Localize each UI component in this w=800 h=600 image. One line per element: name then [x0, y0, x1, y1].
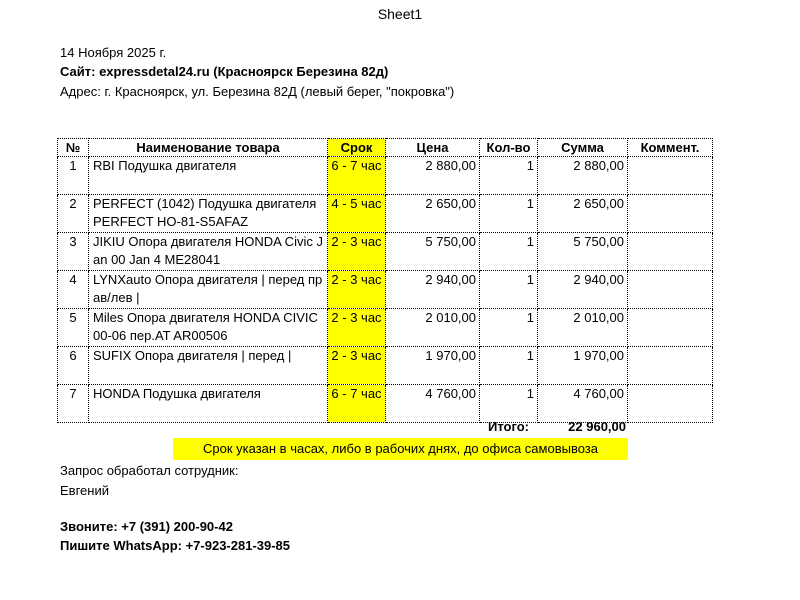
row-comment [628, 309, 713, 347]
row-comment [628, 347, 713, 385]
row-num: 7 [58, 385, 89, 423]
row-qty: 1 [480, 195, 538, 233]
row-qty: 1 [480, 233, 538, 271]
row-name: SUFIX Опора двигателя | перед | [89, 347, 328, 385]
row-num: 4 [58, 271, 89, 309]
row-term: 6 - 7 час [328, 385, 386, 423]
column-header-name: Наименование товара [89, 139, 328, 157]
row-comment [628, 157, 713, 195]
row-name: PERFECT (1042) Подушка двигателя PERFECT HO-81-S5AFAZ [89, 195, 328, 233]
row-sum: 2 940,00 [538, 271, 628, 309]
column-header-price: Цена [386, 139, 480, 157]
table-header-row [58, 139, 713, 157]
row-num: 6 [58, 347, 89, 385]
column-header-comment: Коммент. [628, 139, 713, 157]
row-qty: 1 [480, 157, 538, 195]
row-sum: 2 010,00 [538, 309, 628, 347]
table-row [58, 271, 713, 309]
row-sum: 4 760,00 [538, 385, 628, 423]
row-term: 2 - 3 час [328, 309, 386, 347]
table-row [58, 233, 713, 271]
row-name: RBI Подушка двигателя [89, 157, 328, 195]
row-sum: 2 650,00 [538, 195, 628, 233]
quote-table [57, 138, 713, 423]
row-term: 2 - 3 час [328, 347, 386, 385]
row-name: Miles Опора двигателя HONDA CIVIC 00-06 пер.AT AR00506 [89, 309, 328, 347]
row-sum: 2 880,00 [538, 157, 628, 195]
row-name: JIKIU Опора двигателя HONDA Civic Jan 00 Jan 4 ME28041 [89, 233, 328, 271]
phone-line: Звоните: +7 (391) 200-90-42 [60, 519, 233, 534]
row-comment [628, 385, 713, 423]
sheet-title: Sheet1 [377, 6, 423, 22]
table-row [58, 195, 713, 233]
column-header-sum: Сумма [538, 139, 628, 157]
delivery-note: Срок указан в часах, либо в рабочих днях, до офиса самовывоза [173, 438, 628, 460]
site-line: Сайт: expressdetal24.ru (Красноярск Березина 82д) [60, 64, 389, 79]
row-name: HONDA Подушка двигателя [89, 385, 328, 423]
row-qty: 1 [480, 385, 538, 423]
whatsapp-line: Пишите WhatsApp: +7-923-281-39-85 [60, 538, 291, 553]
row-price: 5 750,00 [386, 233, 480, 271]
table-row [58, 347, 713, 385]
document-date: 14 Ноября 2025 г. [60, 45, 167, 60]
row-price: 2 650,00 [386, 195, 480, 233]
row-price: 4 760,00 [386, 385, 480, 423]
table-row [58, 385, 713, 423]
address-line: Адрес: г. Красноярск, ул. Березина 82Д (левый берег, "покровка") [60, 84, 455, 99]
processed-by-label: Запрос обработал сотрудник: [60, 463, 239, 478]
row-qty: 1 [480, 347, 538, 385]
employee-name: Евгений [60, 483, 109, 498]
row-comment [628, 233, 713, 271]
total-label: Итого: [488, 419, 529, 434]
row-sum: 1 970,00 [538, 347, 628, 385]
table-row [58, 309, 713, 347]
column-header-qty: Кол-во [480, 139, 538, 157]
row-num: 3 [58, 233, 89, 271]
row-price: 2 880,00 [386, 157, 480, 195]
row-price: 1 970,00 [386, 347, 480, 385]
row-term: 6 - 7 час [328, 157, 386, 195]
row-price: 2 940,00 [386, 271, 480, 309]
row-num: 5 [58, 309, 89, 347]
column-header-term: Срок [328, 139, 386, 157]
row-term: 2 - 3 час [328, 233, 386, 271]
row-comment [628, 271, 713, 309]
table-row [58, 157, 713, 195]
row-num: 1 [58, 157, 89, 195]
row-comment [628, 195, 713, 233]
row-qty: 1 [480, 271, 538, 309]
row-num: 2 [58, 195, 89, 233]
row-term: 2 - 3 час [328, 271, 386, 309]
total-value: 22 960,00 [568, 419, 626, 434]
row-term: 4 - 5 час [328, 195, 386, 233]
row-qty: 1 [480, 309, 538, 347]
column-header-num: № [58, 139, 89, 157]
row-sum: 5 750,00 [538, 233, 628, 271]
row-price: 2 010,00 [386, 309, 480, 347]
row-name: LYNXauto Опора двигателя | перед прав/лев | [89, 271, 328, 309]
